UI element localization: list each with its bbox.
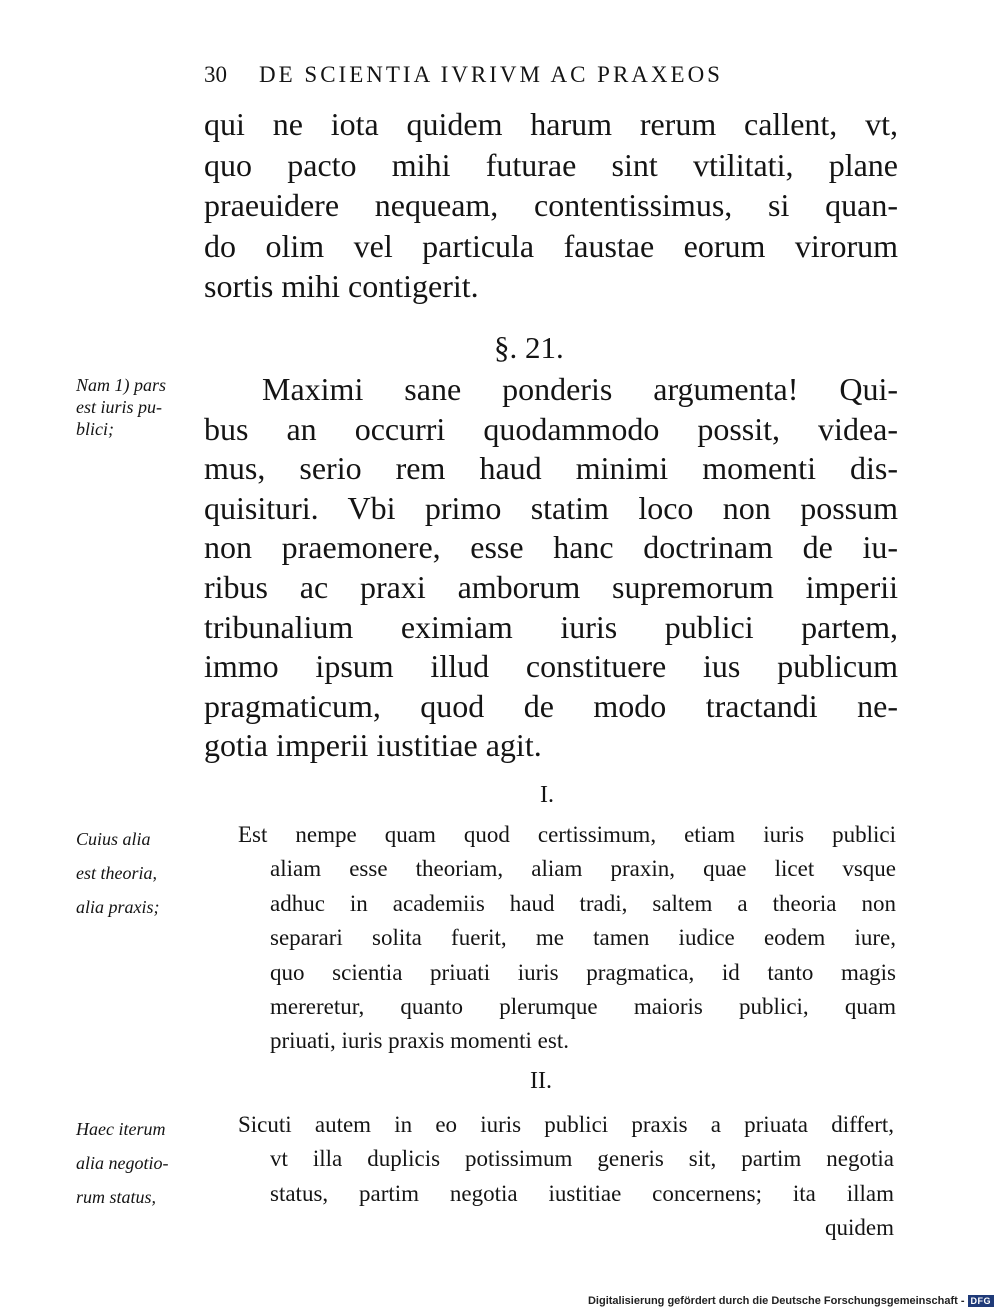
margin-note <box>76 822 206 924</box>
text-line: immo ipsum illud constituere ius publicum <box>204 648 898 685</box>
main-paragraph <box>204 370 898 766</box>
margin-note-line: Nam 1) pars <box>76 375 167 395</box>
running-title: DE SCIENTIA IVRIVM AC PRAXEOS <box>259 62 723 87</box>
text-line: tribunalium eximiam iuris publici partem, <box>204 608 898 645</box>
subsection-paragraph <box>238 818 896 1059</box>
margin-note-line: rum status, <box>76 1187 157 1207</box>
text-line: Maximi sane ponderis argumenta! Qui- <box>262 371 898 407</box>
margin-note-line: est iuris pu- <box>76 397 163 417</box>
subsection-heading: II. <box>530 1068 552 1094</box>
text-line: aliam esse theoriam, aliam praxin, quae licet vsque <box>270 856 896 882</box>
text-line: mereretur, quanto plerumque maioris publici, quam <box>270 994 896 1020</box>
running-header <box>204 62 904 88</box>
text-line: do olim vel particula faustae eorum virorum <box>204 227 898 264</box>
margin-note-line: est theoria, <box>76 863 157 883</box>
text-line: Est nempe quam quod certissimum, etiam iuris publici <box>238 822 896 847</box>
text-line: ribus ac praxi amborum supremorum imperii <box>204 568 898 605</box>
margin-note-line: blici; <box>76 419 114 439</box>
section-heading: §. 21. <box>494 330 564 365</box>
margin-note-line: alia negotio- <box>76 1153 169 1173</box>
text-line: gotia imperii iustitiae agit. <box>204 727 542 764</box>
text-line: non praemonere, esse hanc doctrinam de iu- <box>204 529 898 566</box>
text-line: vt illa duplicis potissimum generis sit, partim negotia <box>270 1146 894 1172</box>
margin-note-line: alia praxis; <box>76 897 160 917</box>
text-line: Sicuti autem in eo iuris publici praxis a priuata differt, <box>238 1112 894 1137</box>
text-line: quisituri. Vbi primo statim loco non possum <box>204 489 898 526</box>
text-line: priuati, iuris praxis momenti est. <box>270 1028 569 1054</box>
margin-note-line: Haec iterum <box>76 1119 166 1139</box>
text-line: bus an occurri quodammodo possit, videa- <box>204 410 898 447</box>
margin-note-line: Cuius alia <box>76 829 151 849</box>
text-line: pragmaticum, quod de modo tractandi ne- <box>204 687 898 724</box>
margin-note <box>76 374 206 440</box>
text-line: quo scientia priuati iuris pragmatica, id tanto magis <box>270 959 896 985</box>
catchword: quidem <box>825 1215 894 1241</box>
text-line: mus, serio rem haud minimi momenti dis- <box>204 450 898 487</box>
text-line: sortis mihi contigerit. <box>204 268 479 305</box>
page-number: 30 <box>204 62 227 87</box>
text-line: qui ne iota quidem harum rerum callent, vt, <box>204 106 898 142</box>
text-line: quo pacto mihi futurae sint vtilitati, plane <box>204 146 898 183</box>
text-line: adhuc in academiis haud tradi, saltem a theoria non <box>270 890 896 916</box>
footer-text: Digitalisierung gefördert durch die Deutsche Forschungsgemeinschaft - <box>587 1295 965 1307</box>
intro-paragraph <box>204 104 898 307</box>
text-line: separari solita fuerit, me tamen iudice eodem iure, <box>270 925 896 951</box>
text-line: praeuidere nequeam, contentissimus, si quan- <box>204 187 898 224</box>
dfg-logo: DFG <box>968 1295 995 1307</box>
subsection-heading: I. <box>540 782 554 808</box>
text-line: status, partim negotia iustitiae concernens; ita illam <box>270 1180 894 1206</box>
digitization-footer <box>588 1295 994 1307</box>
margin-note <box>76 1112 206 1214</box>
subsection-paragraph <box>238 1108 894 1246</box>
